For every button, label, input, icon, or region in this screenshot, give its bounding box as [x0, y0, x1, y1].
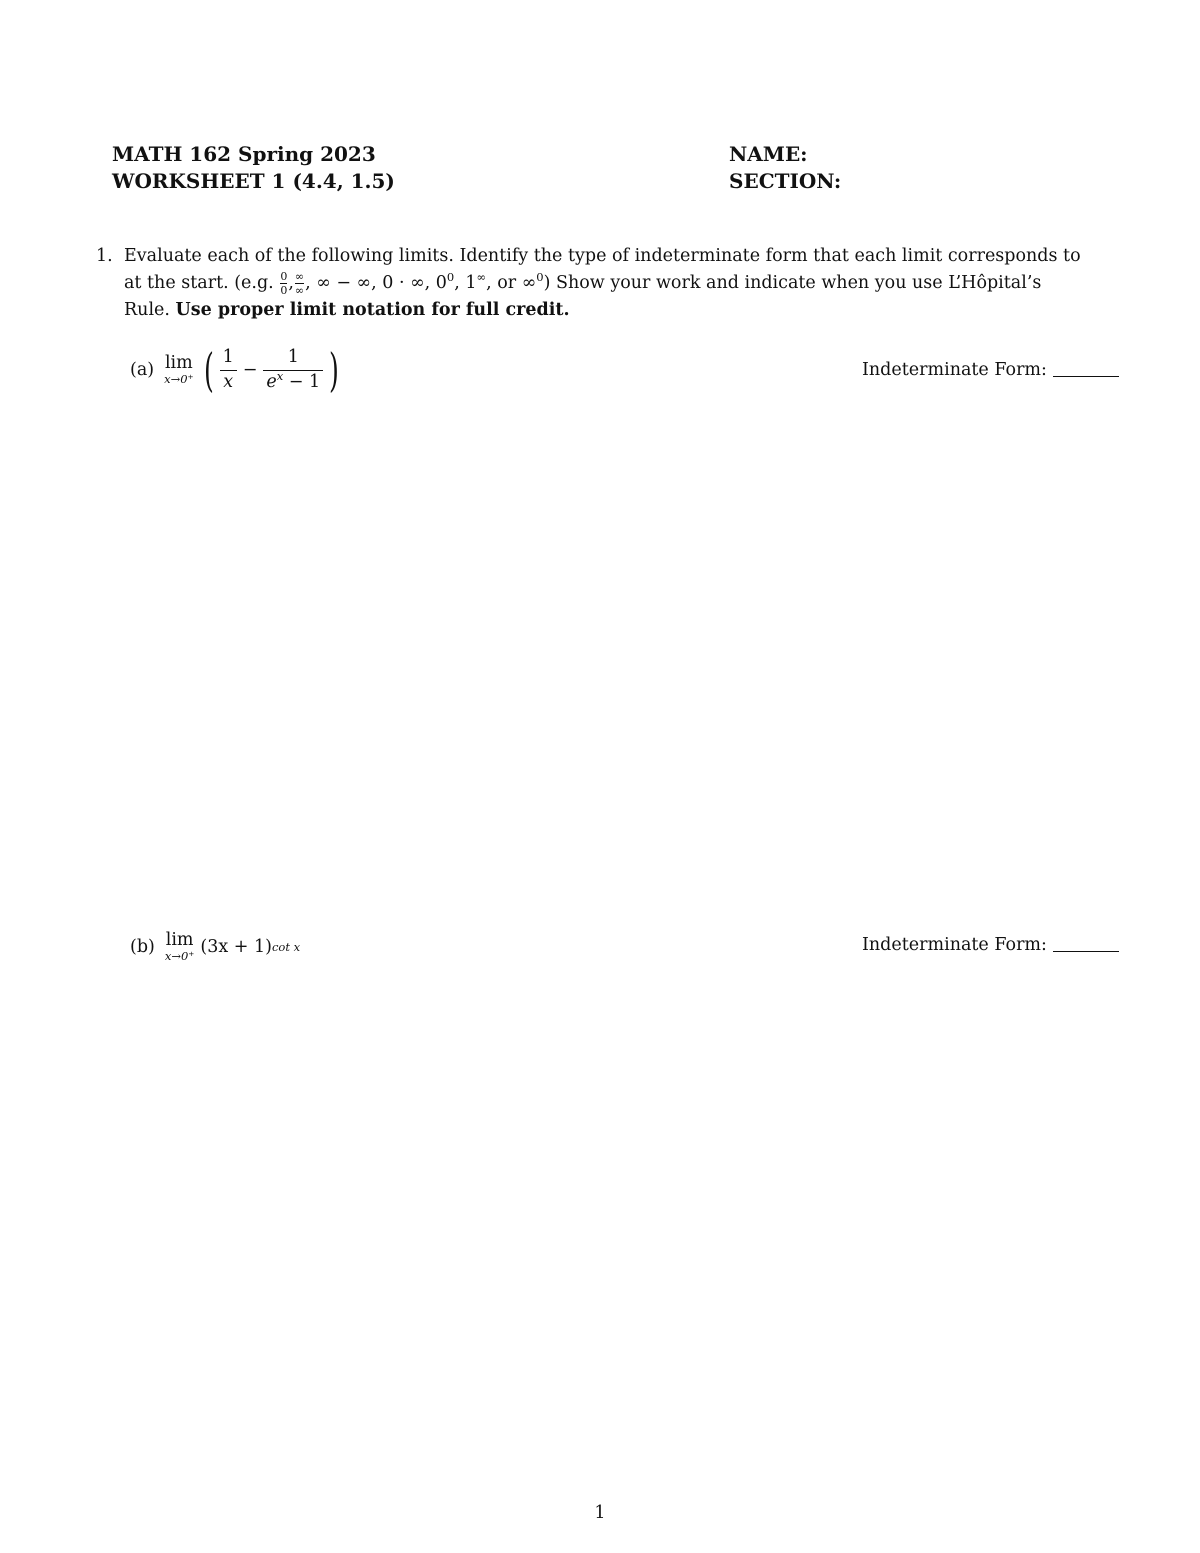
problem-instructions-line1: Evaluate each of the following limits. Identify the type of indeterminate form that each limit corresponds to — [124, 246, 1081, 266]
worksheet-title: WORKSHEET 1 (4.4, 1.5) — [112, 169, 395, 193]
part-a-indeterminate-label: Indeterminate Form: — [862, 360, 1047, 380]
part-b-label: (b) — [130, 936, 155, 957]
part-a-limit: lim x→0⁺ — [164, 352, 194, 386]
course-title: MATH 162 Spring 2023 — [112, 142, 376, 166]
inf-over-inf-fraction: $\frac{\infty}{\infty}$ — [294, 270, 305, 297]
part-b-indeterminate-form — [862, 932, 1119, 959]
part-a-label: (a) — [130, 359, 155, 380]
problem-number: 1. — [96, 246, 113, 266]
page-number: 1 — [594, 1503, 606, 1523]
zero-over-zero-fraction: $\frac{0}{0}$ — [280, 270, 288, 297]
part-a-answer-blank[interactable] — [1053, 376, 1119, 377]
instructions-line3-start: Rule. — [124, 300, 170, 320]
instructions-line2-end: ) Show your work and indicate when you use L’Hôpital’s — [543, 273, 1042, 293]
instructions-bold-note: Use proper limit notation for full credit. — [175, 300, 570, 320]
part-b-answer-blank[interactable] — [1053, 951, 1119, 952]
section-label: SECTION: — [729, 169, 842, 193]
problem-instructions-line3 — [124, 297, 570, 324]
part-b-limit: lim x→0⁺ — [164, 929, 195, 963]
right-paren: ) — [329, 343, 340, 397]
part-b-base: (3x + 1) — [200, 936, 272, 957]
one-over-ex-minus-one-fraction: $\frac{1}{e^x - 1}$ — [263, 349, 323, 391]
instructions-line2-start: at the start. (e.g. — [124, 273, 274, 293]
left-paren: ( — [203, 343, 214, 397]
instructions-forms-list: , ∞ − ∞, 0 · ∞, 0 — [305, 273, 447, 293]
part-b-indeterminate-label: Indeterminate Form: — [862, 935, 1047, 955]
problem-instructions-line2: at the start. (e.g. $\frac{0}{0}$ , $\frac{\infty}{\infty}$ , ∞ − ∞, 0 · ∞, $0^0$, 1∞, or ∞$^0$) Show your work and indicate when you use L’Hôpital’s — [124, 270, 1042, 297]
part-a-indeterminate-form — [862, 357, 1119, 384]
part-a-expression: (a) lim x→0⁺ ( $\frac{1}{x}$ − $\frac{1}{e^x - 1}$ ) — [130, 343, 340, 397]
name-label: NAME: — [729, 142, 808, 166]
one-over-x-fraction: $\frac{1}{x}$ — [220, 349, 237, 391]
part-b-expression: (b) lim x→0⁺ (3x + 1) cot x — [130, 929, 301, 963]
